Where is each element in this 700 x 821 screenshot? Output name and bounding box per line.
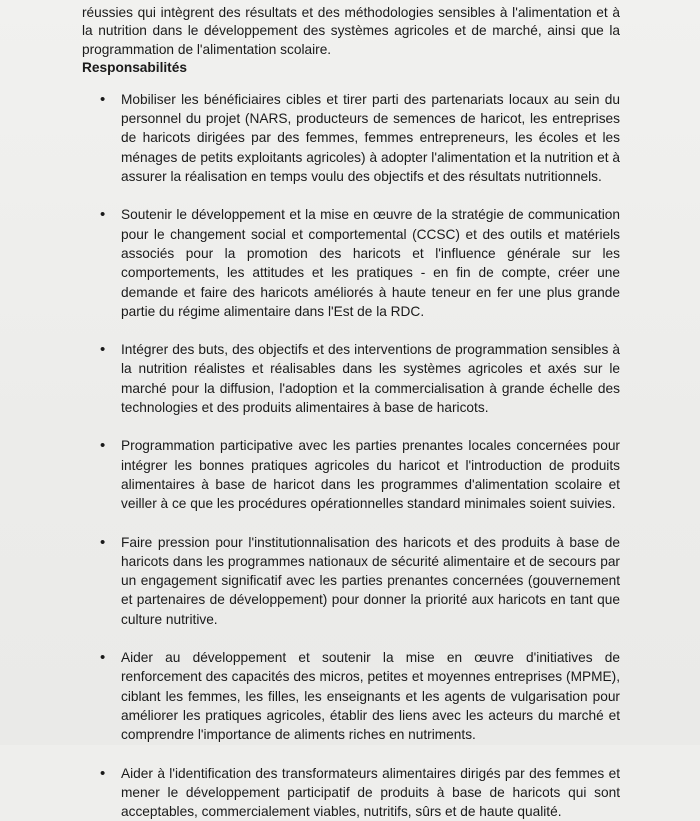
- bullet-icon: •: [100, 533, 105, 552]
- list-item-text: Faire pression pour l'institutionnalisation des haricots et des produits à base de haricots dans les programmes nationaux de sécurité alimentaire et de secours par un engagement significatif avec les parties prenantes concernées (gouvernement et partenaires de développement) pour donner la priorité aux haricots en tant que culture nutritive.: [121, 535, 620, 627]
- intro-paragraph: réussies qui intègrent des résultats et des méthodologies sensibles à l'alimentation et à la nutrition dans le développement des systèmes agricoles et de marché, ainsi que la programmation de l'alimentation scolaire.: [82, 4, 620, 59]
- list-item-text: Aider au développement et soutenir la mise en œuvre d'initiatives de renforcement des capacités des micros, petites et moyennes entreprises (MPME), ciblant les femmes, les filles, les enseignants et les agents de vulgarisation pour améliorer les pratiques agricoles, établir des liens avec les acteurs du marché et comprendre l'importance de aliments riches en nutriments.: [121, 650, 620, 742]
- list-item: [82, 764, 620, 821]
- list-item: [82, 205, 620, 321]
- bullet-icon: •: [100, 340, 105, 359]
- bullet-icon: •: [100, 205, 105, 224]
- list-item: [82, 533, 620, 629]
- bullet-icon: •: [100, 90, 105, 109]
- bullet-icon: •: [100, 764, 105, 783]
- list-item: [82, 648, 620, 744]
- list-item: [82, 90, 620, 186]
- list-item-text: Intégrer des buts, des objectifs et des interventions de programmation sensibles à la nutrition réalistes et réalisables dans les systèmes agricoles et axés sur le marché pour la diffusion, l'adoption et la commercialisation à grande échelle des technologies et des produits alimentaires à base de haricots.: [121, 342, 620, 415]
- list-item-text: Soutenir le développement et la mise en œuvre de la stratégie de communication pour le changement social et comportemental (CCSC) et des outils et matériels associés pour la promotion des haricots et l'influence générale sur les comportements, les attitudes et les pratiques - en fin de compte, créer une demande et faire des haricots améliorés à haute teneur en fer une plus grande partie du régime alimentaire dans l'Est de la RDC.: [121, 207, 620, 318]
- list-item-text: Programmation participative avec les parties prenantes locales concernées pour intégrer les bonnes pratiques agricoles du haricot et l'introduction de produits alimentaires à base de haricot dans les programmes d'alimentation scolaire et veiller à ce que les procédures opérationnelles standard minimales soient suivies.: [121, 438, 620, 511]
- list-item-text: Mobiliser les bénéficiaires cibles et tirer parti des partenariats locaux au sein du personnel du projet (NARS, producteurs de semences de haricot, les entreprises de haricots dirigées par des femmes, femmes entrepreneurs, les écoles et les ménages de petits exploitants agricoles) à adopter l'alimentation et la nutrition et à assurer la réalisation en temps voulu des objectifs et des résultats nutritionnels.: [121, 92, 620, 184]
- list-item: [82, 436, 620, 513]
- list-item: [82, 340, 620, 417]
- section-heading: Responsabilités: [82, 59, 620, 76]
- bullet-icon: •: [100, 436, 105, 455]
- bullet-icon: •: [100, 648, 105, 667]
- responsibilities-list: [82, 90, 620, 821]
- list-item-text: Aider à l'identification des transformateurs alimentaires dirigés par des femmes et mener le développement participatif de produits à base de haricots qui sont acceptables, commercialement viables, nutritifs, sûrs et de haute qualité.: [121, 766, 620, 820]
